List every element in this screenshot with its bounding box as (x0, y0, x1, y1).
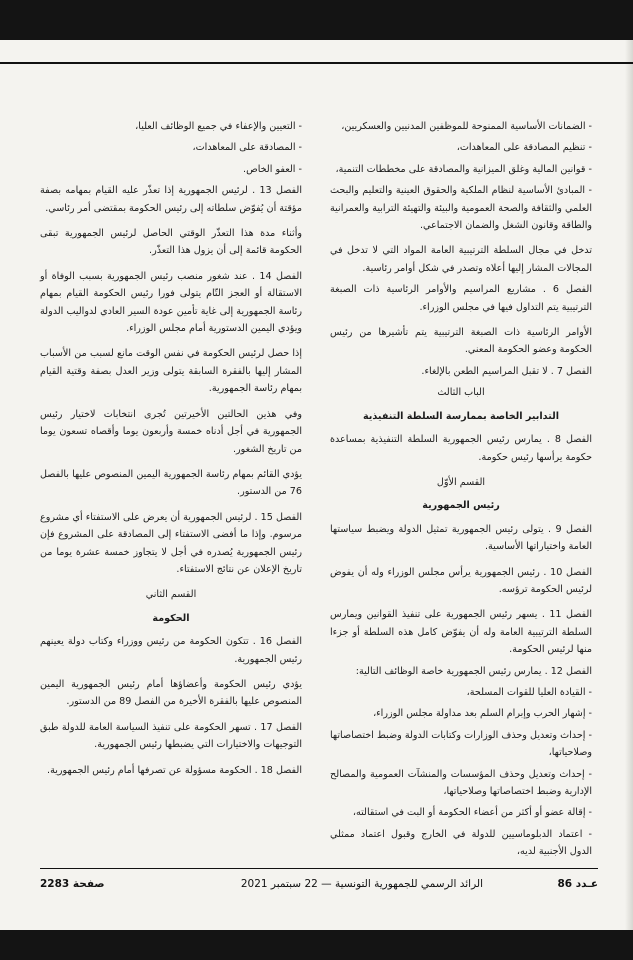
journal-title: الرائد الرسمي للجمهورية التونسية — 22 سبتمبر 2021 (240, 878, 483, 890)
right-column-paragraph: الفصل 10 . رئيس الجمهورية يرأس مجلس الوزراء وله أن يفوض لرئيس الحكومة ترؤسه. (330, 566, 592, 595)
left-column (40, 118, 302, 787)
right-column (330, 118, 592, 865)
right-column-paragraph: - إشهار الحرب وإبرام السلم بعد مداولة مجلس الوزراء، (373, 708, 592, 720)
left-column-paragraph: إذا حصل لرئيس الحكومة في نفس الوقت مانع لسبب من الأسباب المشار إليها بالفقرة السابقة يتولى وزير العدل بصفة وقتية القيام بمهام رئاسة الجمهورية. (40, 348, 302, 395)
page-footer (40, 878, 598, 894)
left-column-paragraph: يؤدي رئيس الحكومة وأعضاؤها أمام رئيس الجمهورية اليمين المنصوص عليها بالفقرة الأخيرة من الفصل 89 من الدستور. (40, 678, 302, 708)
left-column-paragraph: الفصل 18 . الحكومة مسؤولة عن تصرفها أمام رئيس الجمهورية. (47, 764, 302, 776)
right-column-paragraph: - إحداث وتعديل وحذف الوزارات وكتابات الدولة وضبط اختصاصاتها وصلاحياتها، (330, 729, 592, 759)
right-column-paragraph: - إقالة عضو أو أكثر من أعضاء الحكومة أو البت في استقالته، (352, 807, 592, 819)
header-rule (0, 62, 633, 64)
issue-number: عـدد 86 (557, 878, 598, 890)
right-column-paragraph: الفصل 6 . مشاريع المراسيم والأوامر الرئاسية ذات الصبغة الترتيبية يتم التداول فيها في مجلس الوزراء. (330, 284, 592, 313)
right-column-paragraph: الباب الثالث (437, 387, 485, 399)
right-column-paragraph: - قوانين المالية وغلق الميزانية والمصادقة على مخططات التنمية، (335, 163, 592, 175)
right-column-paragraph: - الضمانات الأساسية الممنوحة للموظفين المدنيين والعسكريين، (341, 121, 592, 132)
left-column-paragraph: القسم الثاني (145, 589, 197, 601)
left-column-paragraph: يؤدي القائم بمهام رئاسة الجمهورية اليمين المنصوص عليها بالفصل 76 من الدستور. (40, 468, 302, 498)
left-column-paragraph: الحكومة (152, 612, 190, 624)
right-column-paragraph: الفصل 7 . لا تقبل المراسيم الطعن بالإلغاء. (421, 365, 592, 377)
right-column-paragraph: الفصل 11 . يسهر رئيس الجمهورية على تنفيذ القوانين ويمارس السلطة الترتيبية العامة وله أن يفوّض كامل هذه السلطة أو جزءا منها لرئيس الحكومة. (330, 609, 592, 656)
right-column-paragraph: الفصل 9 . يتولى رئيس الجمهورية تمثيل الدولة ويضبط سياستها العامة واختياراتها الأساسية. (330, 523, 593, 553)
left-column-paragraph: الفصل 16 . تتكون الحكومة من رئيس ووزراء وكتاب دولة يعينهم رئيس الجمهورية. (40, 636, 302, 665)
right-column-paragraph: - القيادة العليا للقوات المسلحة، (466, 686, 592, 698)
right-column-paragraph: الفصل 8 . يمارس رئيس الجمهورية السلطة التنفيذية بمساعدة حكومة يرأسها رئيس حكومة. (330, 434, 593, 463)
right-column-paragraph: رئيس الجمهورية (422, 500, 500, 512)
footer-rule (40, 868, 598, 869)
document-page (0, 40, 633, 930)
left-column-paragraph: وفي هذين الحالتين الأخيرتين تُجرى انتخابات لاختيار رئيس الجمهورية في أجل أدناه خمسة وأربعون يوما وأقصاه تسعون يوما من تاريخ الشغور. (40, 408, 302, 455)
left-column-paragraph: الفصل 17 . تسهر الحكومة على تنفيذ السياسة العامة للدولة طبق التوجيهات والاختيارات التي يضبطها رئيس الجمهورية. (40, 721, 302, 751)
right-column-paragraph: - إحداث وتعديل وحذف المؤسسات والمنشآت العمومية والمصالح الإدارية وضبط اختصاصاتها وصلاحياتها، (330, 768, 592, 797)
right-column-paragraph: التدابير الخاصة بممارسة السلطة التنفيذية (362, 410, 560, 422)
left-column-paragraph: الفصل 14 . عند شغور منصب رئيس الجمهورية بسبب الوفاة أو الاستقالة أو العجز التّام يتولى فورا رئيس الحكومة القيام بمهام رئاسة الجمهورية إلى غاية تأمين عودة السير العادي لدواليب الدولة ويؤدي اليمين الدستورية أمام مجلس الوزراء. (40, 270, 303, 335)
page-edge-shadow (625, 40, 633, 930)
right-column-paragraph: تدخل في مجال السلطة الترتيبية العامة المواد التي لا تدخل في المجالات المشار إليها أعلاه وتصدر في شكل أوامر رئاسية. (330, 245, 592, 274)
left-column-paragraph: - المصادقة على المعاهدات، (192, 142, 302, 154)
right-column-paragraph: - اعتماد الدبلوماسيين للدولة في الخارج وقبول اعتماد ممثلي الدول الأجنبية لديه، (330, 828, 592, 858)
left-column-paragraph: الفصل 15 . لرئيس الجمهورية أن يعرض على الاستفتاء أي مشروع مرسوم. وإذا ما أفضى الاستفتاء إلى المصادقة على المشروع فإن رئيس الجمهورية يُصدره في أجل لا يتجاوز خمسة عشرة يوما من تاريخ الإعلان عن نتائج الاستفتاء. (40, 511, 302, 575)
left-column-paragraph: وأثناء مدة هذا التعذّر الوقتي الحاصل لرئيس الجمهورية تبقى الحكومة قائمة إلى أن يزول هذا التعذّر. (40, 228, 302, 257)
left-column-paragraph: - العفو الخاص. (243, 163, 302, 175)
right-column-paragraph: الفصل 12 . يمارس رئيس الجمهورية خاصة الوظائف التالية: (355, 665, 592, 677)
right-column-paragraph: - المبادئ الأساسية لنظام الملكية والحقوق العينية والتعليم والبحث العلمي والثقافة والصحة العمومية والبيئة والتهيئة الترابية والعمرانية والطاقة وقانون الشغل والضمان الاجتماعي. (330, 185, 592, 232)
left-column-paragraph: - التعيين والإعفاء في جميع الوظائف العليا، (135, 121, 302, 132)
right-column-paragraph: - تنظيم المصادقة على المعاهدات، (456, 142, 592, 154)
left-column-paragraph: الفصل 13 . لرئيس الجمهورية إذا تعذّر عليه القيام بمهامه بصفة مؤقتة أن يُفوّض سلطاته إلى رئيس الحكومة بمقتضى أمر رئاسي. (40, 185, 302, 214)
right-column-paragraph: الأوامر الرئاسية ذات الصبغة الترتيبية يتم تأشيرها من رئيس الحكومة وعضو الحكومة المعني. (330, 327, 592, 356)
page-number: صفحة 2283 (40, 878, 105, 890)
right-column-paragraph: القسم الأوّل (436, 476, 486, 488)
